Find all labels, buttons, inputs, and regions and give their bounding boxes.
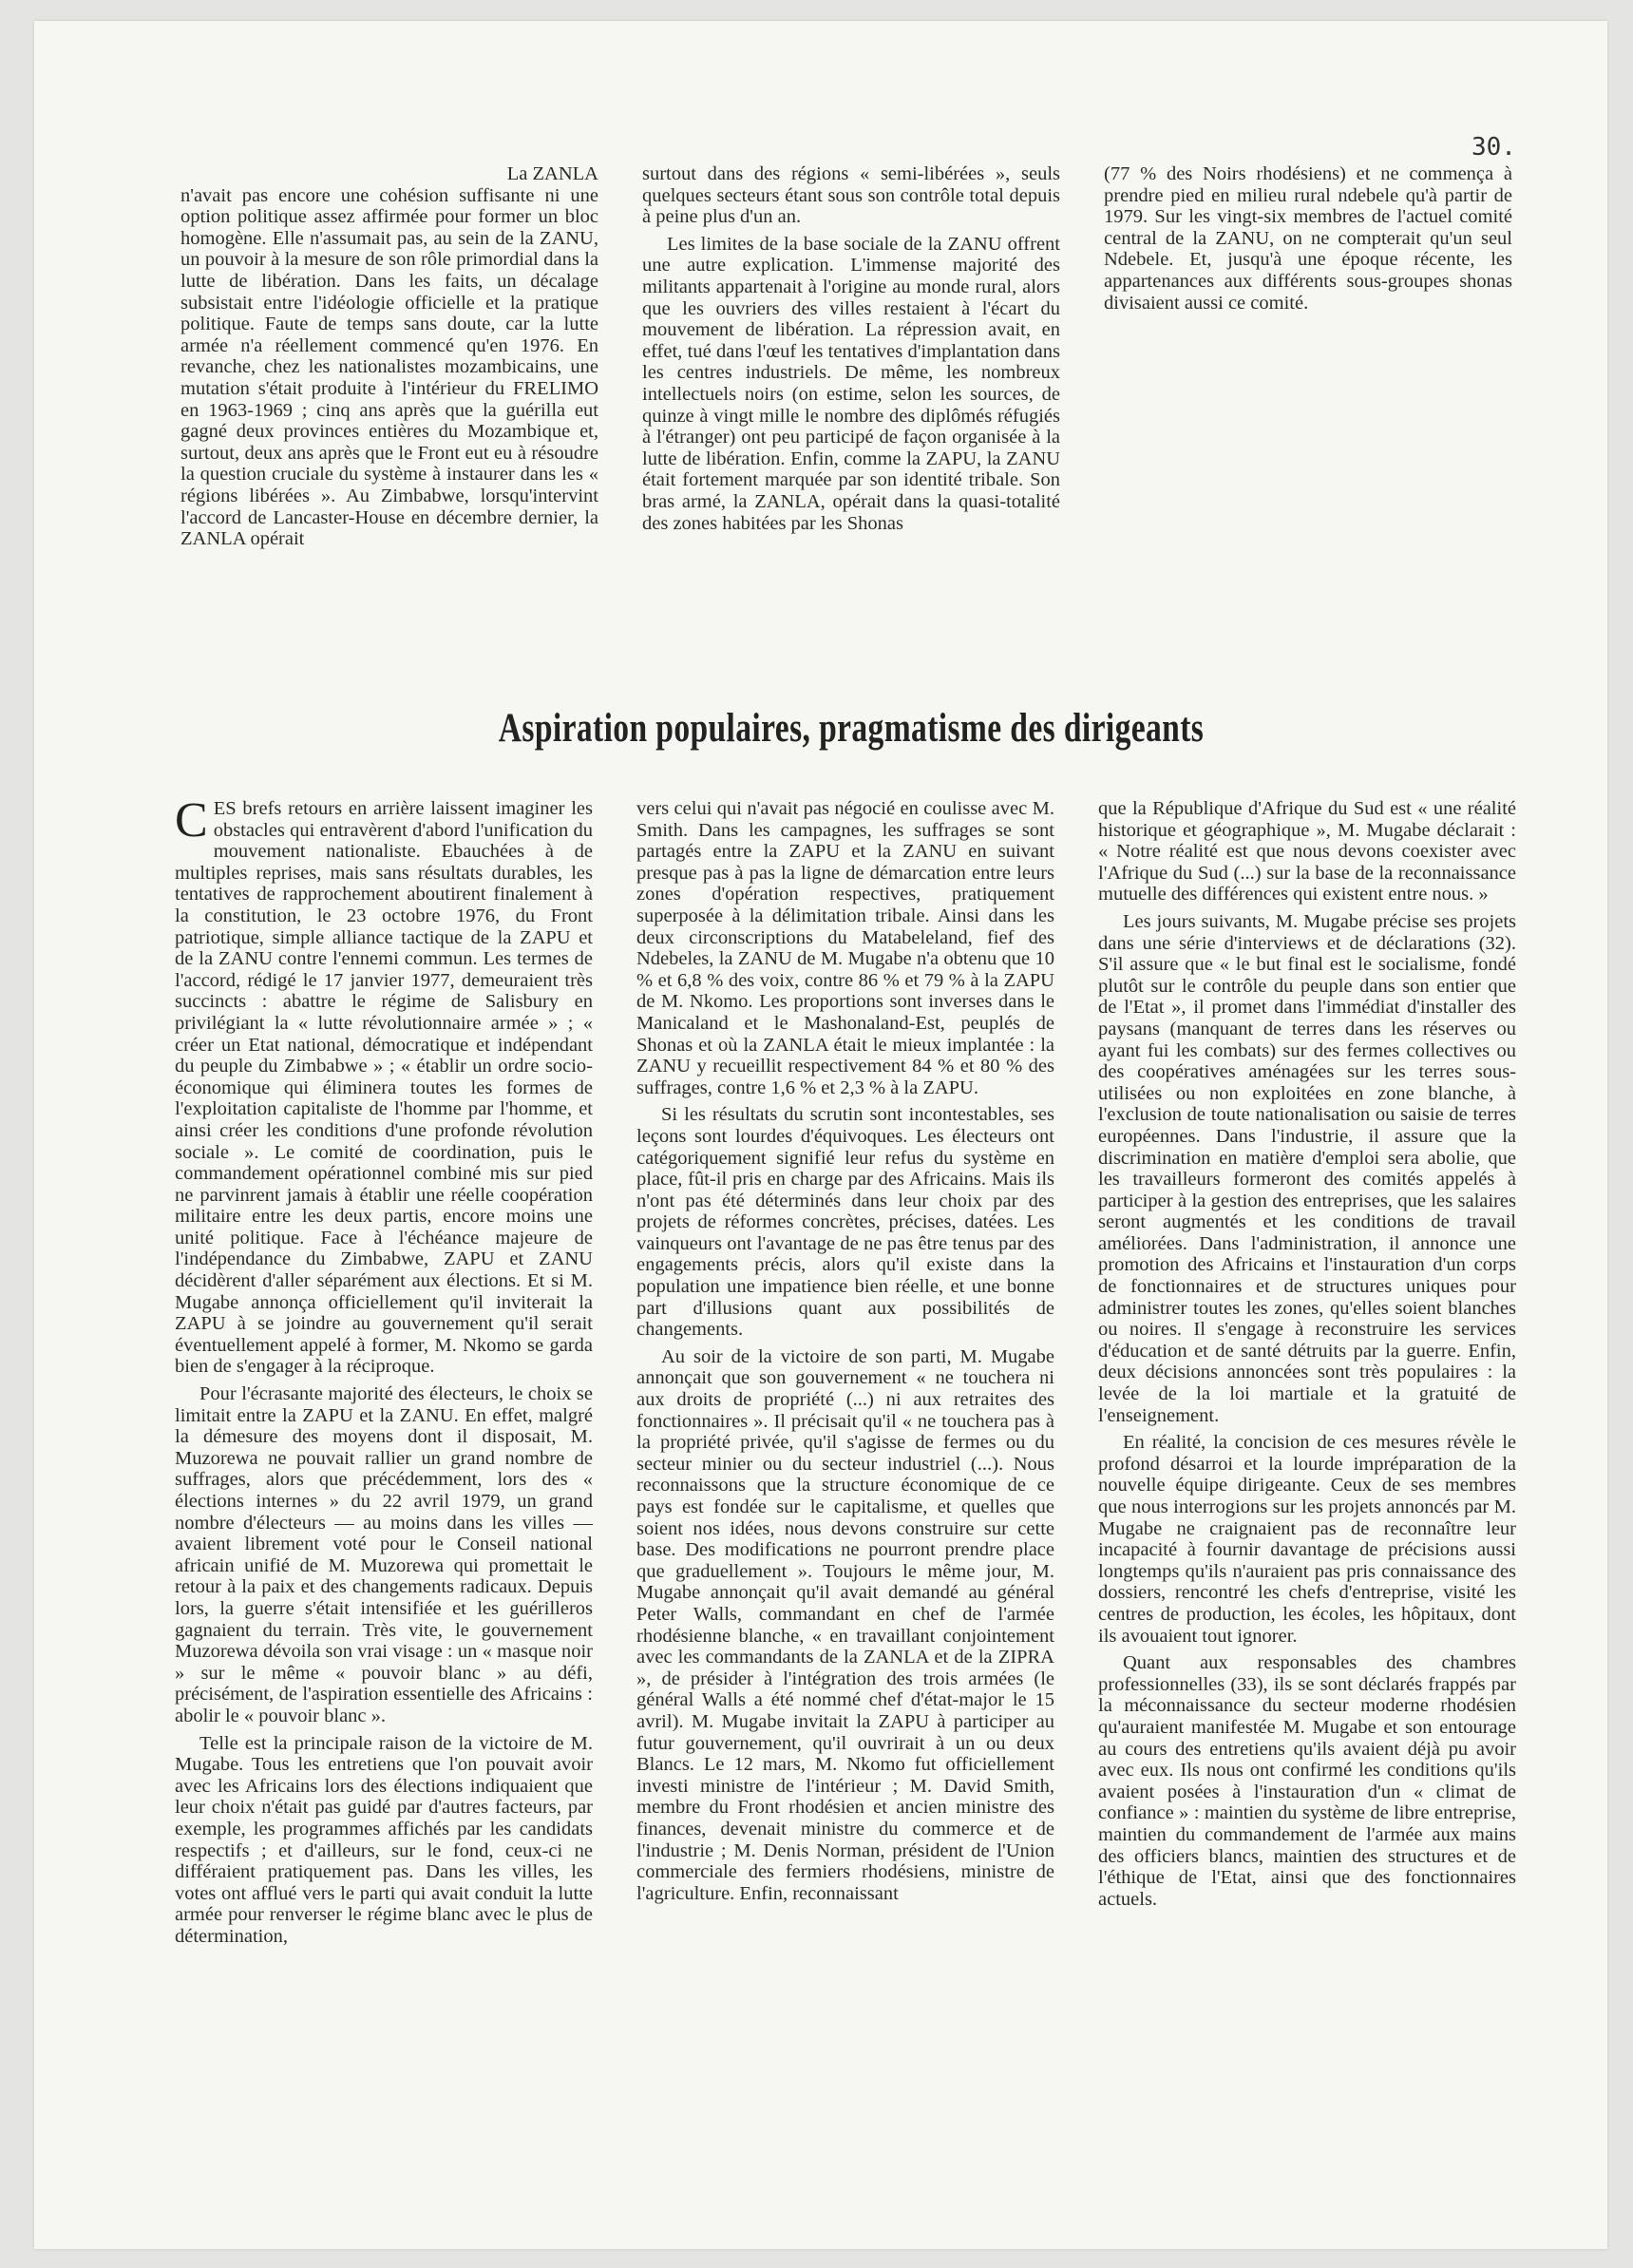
main-column-3 xyxy=(1098,798,1516,1910)
paragraph: (77 % des Noirs rhodésiens) et ne commença à prendre pied en milieu rural ndebele qu'à partir de 1979. Sur les vingt-six membres de l'actuel comité central de la ZANU, on ne compterait qu'un seul Ndebele. Et, jusqu'à une époque récente, les appartenances aux différents sous-groupes shonas divisaient aussi ce comité. xyxy=(1104,163,1512,314)
top-column-3 xyxy=(1104,163,1512,314)
paragraph: n'avait pas encore une cohésion suffisante ni une option politique assez affirmée pour former un bloc homogène. Elle n'assumait pas, au sein de la ZANU, un pouvoir à la mesure de son rôle primordial dans la lutte de libération. Dans les faits, un décalage subsistait entre l'idéologie officielle et la pratique politique. Faute de temps sans doute, car la lutte armée n'a réellement commencé qu'en 1976. En revanche, chez les nationalistes mozambicains, une mutation s'était produite à l'intérieur du FRELIMO en 1963-1969 ; cinq ans après que la guérilla eut gagné deux provinces entières du Mozambique et, surtout, deux ans après que le Front eut eu à résoudre la question cruciale du système à instaurer dans les « régions libérées ». Au Zimbabwe, lorsqu'intervint l'accord de Lancaster-House en décembre dernier, la ZANLA opérait xyxy=(180,184,598,550)
main-column-1 xyxy=(175,793,593,1947)
paragraph: Pour l'écrasante majorité des électeurs, le choix se limitait entre la ZAPU et la ZANU. En effet, malgré la démesure des moyens dont il disposait, M. Muzorewa ne pouvait rallier un grand nombre de suffrages, alors que précédemment, lors des « élections internes » du 22 avril 1979, un grand nombre d'électeurs — au moins dans les villes — avaient librement voté pour le Conseil national africain unifié de M. Muzorewa qui promettait le retour à la paix et des changements radicaux. Depuis lors, la guerre s'était intensifiée et les guérilleros gagnaient du terrain. Très vite, le gouvernement Muzorewa dévoila son vrai visage : un « masque noir » sur le même « pouvoir blanc » au défi, précisément, de l'aspiration essentielle des Africains : abolir le « pouvoir blanc ». xyxy=(175,1383,593,1726)
article-headline: Aspiration populaires, pragmatisme des dirigeants xyxy=(498,706,1205,751)
paragraph: Si les résultats du scrutin sont incontestables, ses leçons sont lourdes d'équivoques. Les électeurs ont catégoriquement signifié leur refus du système en place, fût-il pris en charge par des Africains. Mais ils n'ont pas été déterminés dans leur choix par des projets de réformes concrètes, précises, datées. Les vainqueurs ont l'avantage de ne pas être tenus par des engagements précis, alors qu'il existe dans la population une impatience bien réelle, et une bonne part d'illusions quant aux possibilités de changements. xyxy=(636,1104,1054,1341)
page-number: 30. xyxy=(1472,133,1516,162)
paragraph: Les limites de la base sociale de la ZANU offrent une autre explication. L'immense majorité des militants appartenait à l'origine au monde rural, alors que les ouvriers des villes restaient à l'écart du mouvement de libération. La répression avait, en effet, tué dans l'œuf les tentatives d'implantation dans les centres industriels. De même, les nombreux intellectuels noirs (on estime, selon les sources, de quinze à vingt mille le nombre des diplômés réfugiés à l'étranger) ont peu participé de façon organisée à la lutte de libération. Enfin, comme la ZAPU, la ZANU était fortement marquée par son identité tribale. Son bras armé, la ZANLA, opérait dans la quasi-totalité des zones habitées par les Shonas xyxy=(642,233,1060,534)
main-column-2 xyxy=(636,798,1054,1904)
paragraph: vers celui qui n'avait pas négocié en coulisse avec M. Smith. Dans les campagnes, les suffrages se sont partagés entre la ZAPU et la ZANU en suivant presque pas à pas la ligne de démarcation entre leurs zones d'opération respectives, pratiquement superposée à la délimitation tribale. Ainsi dans les deux circonscriptions du Matabeleland, fief des Ndebeles, la ZANU de M. Mugabe n'a obtenu que 10 % et 6,8 % des voix, contre 86 % et 79 % à la ZAPU de M. Nkomo. Les proportions sont inverses dans le Manicaland et le Mashonaland-Est, peuplés de Shonas et où la ZANLA était le mieux implantée : la ZANU y recueillit respectivement 84 % et 80 % des suffrages, contre 1,6 % et 2,3 % à la ZAPU. xyxy=(636,798,1054,1098)
document-page xyxy=(34,21,1607,2249)
lead-word: La ZANLA xyxy=(506,163,598,184)
paragraph: En réalité, la concision de ces mesures révèle le profond désarroi et la lourde impréparation de la nouvelle équipe dirigeante. Ceux de ses membres que nous interrogions sur les projets annoncés par M. Mugabe ne craignaient pas de reconnaître leur incapacité à fournir davantage de précisions aussi longtemps qu'ils n'auraient pas pris connaissance des dossiers, rencontré les chefs d'entreprise, visité les centres de production, les écoles, les hôpitaux, dont ils avouaient tout ignorer. xyxy=(1098,1432,1516,1647)
top-column-1 xyxy=(180,163,598,550)
paragraph: surtout dans des régions « semi-libérées », seuls quelques secteurs étant sous son contrôle total depuis à peine plus d'un an. xyxy=(642,163,1060,228)
drop-cap: C xyxy=(175,793,208,848)
paragraph xyxy=(175,793,593,1378)
paragraph: Quant aux responsables des chambres professionnelles (33), ils se sont déclarés frappés par la méconnaissance du secteur moderne rhodésien qu'auraient manifestée M. Mugabe et son entourage au cours des entretiens qu'ils avaient déjà pu avoir avec eux. Ils nous ont confirmé les conditions qu'ils avaient posées à l'instauration d'un « climat de confiance » : maintien du système de libre entreprise, maintien du commandement de l'armée aux mains des officiers blancs, maintien des structures et de l'éthique de l'Etat, ainsi que des fonctionnaires actuels. xyxy=(1098,1652,1516,1910)
paragraph: Au soir de la victoire de son parti, M. Mugabe annonçait que son gouvernement « ne touchera ni aux droits de propriété (...) ni aux retraites des fonctionnaires ». Il précisait qu'il « ne touchera pas à la propriété privée, qu'il s'agisse de fermes ou du secteur minier ou du secteur industriel (...). Nous reconnaissons que la structure économique de ce pays est fondée sur le capitalisme, et quelles que soient nos idées, nous devons construire sur cette base. Des modifications ne pourront prendre place que graduellement ». Toujours le même jour, M. Mugabe annonçait qu'il avait demandé au général Peter Walls, commandant en chef de l'armée rhodésienne blanche, « en travaillant conjointement avec les commandants de la ZANLA et de la ZIPRA », de présider à l'intégration des trois armées (le général Walls a été nommé chef d'état-major le 15 avril). M. Mugabe invitait la ZAPU à participer au futur gouvernement, qu'il ouvrirait à un ou deux Blancs. Le 12 mars, M. Nkomo fut officiellement investi ministre de l'intérieur ; M. David Smith, membre du Front rhodésien et ancien ministre des finances, devenait ministre du commerce et de l'industrie ; M. Denis Norman, président de l'Union commerciale des fermiers rhodésiens, ministre de l'agriculture. Enfin, reconnaissant xyxy=(636,1345,1054,1904)
paragraph: Les jours suivants, M. Mugabe précise ses projets dans une série d'interviews et de déclarations (32). S'il assure que « le but final est le socialisme, fondé plutôt sur le contrôle du peuple dans son entier que de l'Etat », il promet dans l'immédiat d'installer des paysans (manquant de terres dans les réserves ou ayant fui les combats) sur des fermes collectives ou des coopératives aménagées sur les terres sous-utilisées ou non exploitées en zone blanche, à l'exclusion de toute nationalisation ou saisie de terres européennes. Dans l'industrie, il assure que la discrimination en matière d'emploi sera abolie, que les travailleurs formeront des comités appelés à participer à la gestion des entreprises, que les salaires seront augmentés et les conditions de travail améliorées. Dans l'administration, il annonce une promotion des Africains et l'instauration d'un corps de fonctionnaires et de structures uniques pour administrer toutes les zones, qu'elles soient blanches ou noires. Il s'engage à reconstruire les services d'éducation et de santé détruits par la guerre. Enfin, deux décisions annoncées sont très populaires : la levée de la loi martiale et la gratuité de l'enseignement. xyxy=(1098,910,1516,1426)
top-column-2 xyxy=(642,163,1060,534)
paragraph: Telle est la principale raison de la victoire de M. Mugabe. Tous les entretiens que l'on pouvait avoir avec les Africains lors des élections indiquaient que leur choix n'était pas guidé par d'autres facteurs, par exemple, les programmes affichés par les candidats respectifs ; et d'ailleurs, sur le fond, ceux-ci ne différaient pratiquement pas. Dans les villes, les votes ont afflué vers le parti qui avait conduit la lutte armée pour renverser le régime blanc avec le plus de détermination, xyxy=(175,1732,593,1947)
paragraph-text: ES brefs retours en arrière laissent imaginer les obstacles qui entravèrent d'abord l'unification du mouvement nationaliste. Ebauchées à de multiples reprises, mais sans résultats durables, les tentatives de rapprochement aboutirent finalement à la constitution, le 23 octobre 1976, du Front patriotique, simple alliance tactique de la ZAPU et de la ZANU contre l'ennemi commun. Les termes de l'accord, rédigé le 17 janvier 1977, demeuraient très succincts : abattre le régime de Salisbury en privilégiant la « lutte révolutionnaire armée » ; « créer un Etat national, démocratique et indépendant du peuple du Zimbabwe » ; « établir un ordre socio-économique qui éliminera toutes les formes de l'exploitation capitaliste de l'homme par l'homme, et ainsi créer les conditions d'une profonde révolution sociale ». Le comité de coordination, puis le commandement opérationnel combiné mis sur pied ne parvinrent jamais à établir une réelle coopération militaire entre les deux partis, encore moins une unité politique. Face à l'échéance majeure de l'indépendance du Zimbabwe, ZAPU et ZANU décidèrent d'aller séparément aux élections. Et si M. Mugabe annonça officiellement qu'il inviterait la ZAPU à se joindre au gouvernement qu'il serait éventuellement appelé à former, M. Nkomo se garda bien de s'engager à la réciproque. xyxy=(175,798,593,1378)
paragraph: que la République d'Afrique du Sud est « une réalité historique et géographique », M. Mugabe déclarait : « Notre réalité est que nous devons coexister avec l'Afrique du Sud (...) sur la base de la reconnaissance mutuelle des différences qui existent entre nous. » xyxy=(1098,798,1516,905)
